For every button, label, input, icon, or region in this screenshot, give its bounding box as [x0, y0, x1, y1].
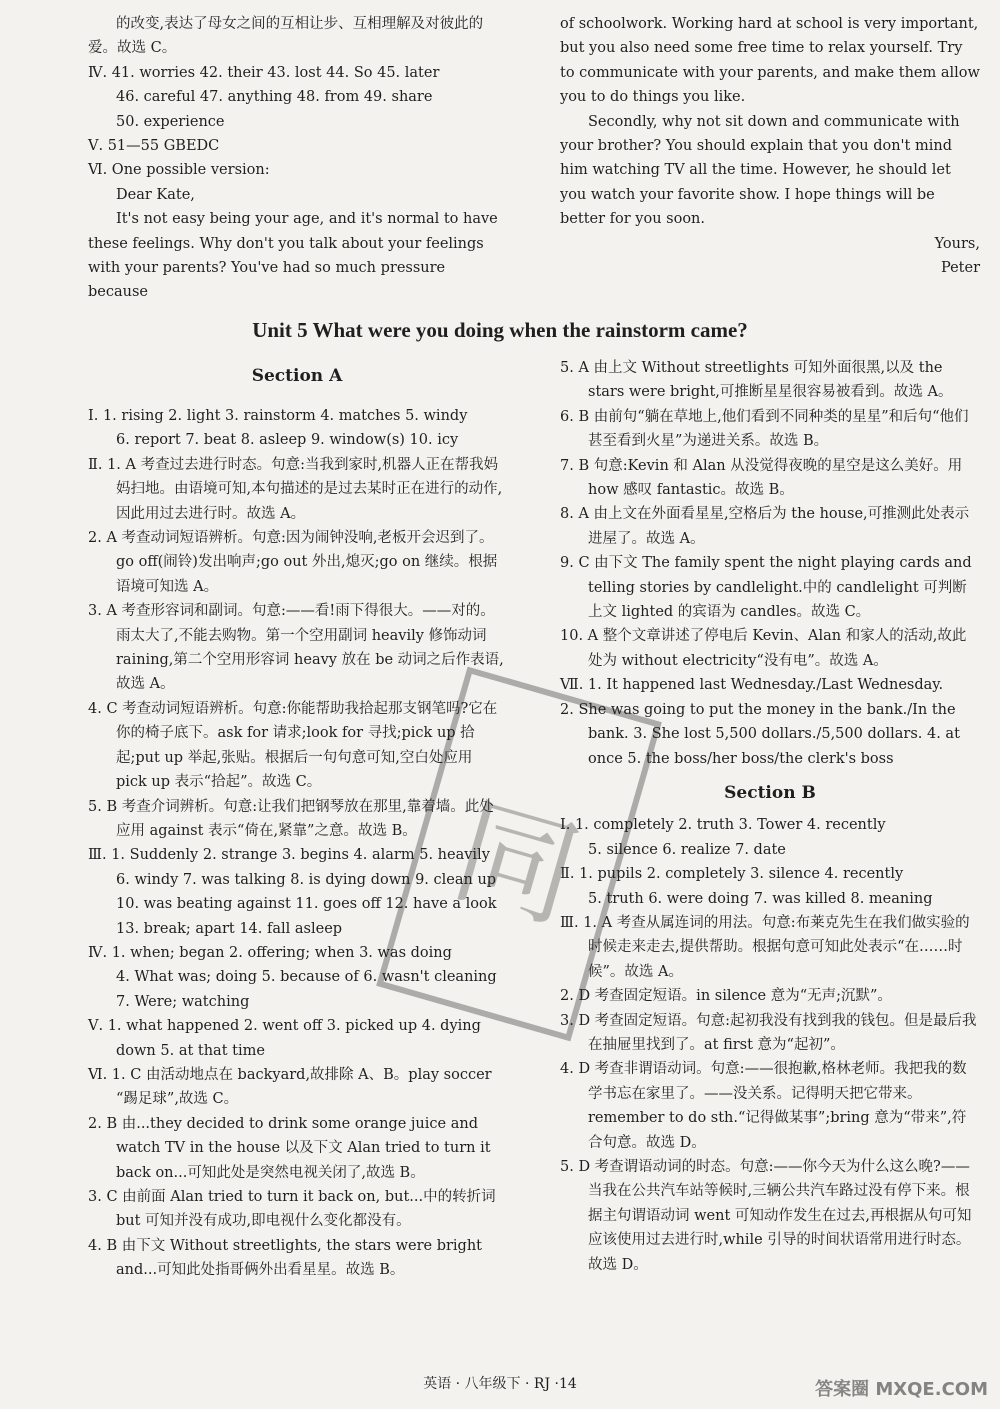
answer-line: Ⅵ. 1. C 由活动地点在 backyard,故排除 A、B。play soccer “踢足球”,故选 C。: [88, 1066, 492, 1108]
answer-line: 10. was beating against 11. goes off 12. have a look: [116, 896, 497, 913]
answer-line: 7. Were; watching: [116, 993, 250, 1010]
answer-line: Ⅲ. 1. Suddenly 2. strange 3. begins 4. alarm 5. heavily: [88, 847, 490, 864]
unit-title: Unit 5 What were you doing when the rainstorm came?: [252, 318, 748, 342]
answer-line: Ⅰ. 1. rising 2. light 3. rainstorm 4. matches 5. windy: [88, 408, 468, 424]
answer-line: 10. A 整个文章讲述了停电后 Kevin、Alan 和家人的活动,故此处为 without electricity“没有电”。故选 A。: [560, 628, 967, 669]
stamp-text: 同: [439, 780, 593, 948]
answer-line: 5. truth 6. were doing 7. was killed 8. meaning: [588, 890, 933, 907]
answer-line: 5. A 由上文 Without streetlights 可知外面很黑,以及 the stars were bright,可推断星星很容易被看到。故选 A。: [560, 360, 953, 401]
watermark: 答案圈 MXQE.COM: [815, 1379, 988, 1400]
answer-line: 9. C 由下文 The family spent the night playing cards and telling stories by candlelight.中的 candlelight 可判断上文 lighted 的宾语为 candles。故选 C。: [560, 555, 972, 621]
answer-line: Secondly, why not sit down and communicate with your brother? You should explain that you don't mind him watching TV all the time. However, he should let you watch your favorite show. I hope things will be better for you soon.: [560, 113, 960, 228]
answer-line: 4. C 考查动词短语辨析。句意:你能帮助我拾起那支钢笔吗?它在你的椅子底下。ask for 请求;look for 寻找;pick up 拾起;put up 举起,张贴。根据后一句句意可知,空白处应用 pick up 表示“拾起”。故选 C。: [88, 700, 498, 791]
answer-line: 7. B 句意:Kevin 和 Alan 从没觉得夜晚的星空是这么美好。用 how 感叹 fantastic。故选 B。: [560, 457, 963, 499]
answer-line: 2. A 考查动词短语辨析。句意:因为闹钟没响,老板开会迟到了。go off(闹铃)发出响声;go out 外出,熄灭;go on 继续。根据语境可知选 A。: [88, 530, 498, 595]
answer-line: Ⅶ. 1. It happened last Wednesday./Last Wednesday.: [560, 677, 944, 694]
answer-line: 5. D 考查谓语动词的时态。句意:——你今天为什么这么晚?——当我在公共汽车站等候时,三辆公共汽车路过没有停下来。根据主句谓语动词 went 可知动作发生在过去,再根据从句可知应该使用过去进行时,while 引导的时间状语常用进行时态。故选 D。: [560, 1159, 972, 1273]
answer-line: It's not easy being your age, and it's normal to have these feelings. Why don't you talk about your feelings with your parents? You've had so much pressure because: [88, 211, 498, 301]
answer-line: of schoolwork. Working hard at school is very important, but you also need some free time to relax yourself. Try to communicate with your parents, and make them allow you to do things you like.: [560, 16, 980, 106]
answer-line: Ⅱ. 1. A 考查过去进行时态。句意:当我到家时,机器人正在帮我妈妈扫地。由语境可知,本句描述的是过去某时正在进行的动作,因此用过去进行时。故选 A。: [88, 456, 503, 522]
answer-line: Ⅲ. 1. A 考查从属连词的用法。句意:布莱克先生在我们做实验的时候走来走去,提供帮助。根据句意可知此处表示“在……时候”。故选 A。: [560, 914, 970, 980]
answer-line: Ⅱ. 1. pupils 2. completely 3. silence 4. recently: [560, 866, 904, 883]
right-top-column: [560, 12, 980, 280]
answer-line: 6. windy 7. was talking 8. is dying down 9. clean up: [116, 871, 497, 888]
answer-line: 2. She was going to put the money in the bank./In the bank. 3. She lost 5,500 dollars./5,500 dollars. 4. at once 5. the boss/her boss/the clerk's boss: [560, 701, 960, 767]
answer-line: 13. break; apart 14. fall asleep: [116, 920, 343, 937]
answer-line: Yours,: [934, 235, 980, 252]
answer-line: Peter: [940, 260, 980, 277]
answer-line: Ⅳ. 1. when; began 2. offering; when 3. was doing: [88, 944, 452, 961]
answer-line: Dear Kate,: [116, 186, 195, 203]
answer-line: 3. A 考查形容词和副词。句意:——看!雨下得很大。——对的。雨太大了,不能去购物。第一个空用副词 heavily 修饰动词 raining,第二个空用形容词 heavy 放在 be 动词之后作表语,故选 A。: [88, 603, 504, 693]
answer-line: 4. What was; doing 5. because of 6. wasn't cleaning: [116, 969, 497, 986]
left-top-column: [88, 12, 506, 305]
answer-line: Ⅴ. 1. what happened 2. went off 3. picked up 4. dying down 5. at that time: [88, 1018, 481, 1059]
answer-line: Ⅴ. 51—55 GBEDC: [88, 138, 220, 155]
answer-line: 6. B 由前句“躺在草地上,他们看到不同种类的星星”和后句“他们甚至看到火星”为递进关系。故选 B。: [560, 408, 969, 450]
answer-line: 5. B 考查介词辨析。句意:让我们把钢琴放在那里,靠着墙。此处应用 against 表示“倚在,紧靠”之意。故选 B。: [88, 798, 494, 839]
answer-line: 2. B 由...they decided to drink some orange juice and watch TV in the house 以及下文 Alan tried to turn it back on...可知此处是突然电视关闭了,故选 B。: [88, 1115, 491, 1181]
answer-line: 4. B 由下文 Without streetlights, the stars were bright and...可知此处指哥俩外出看星星。故选 B。: [88, 1237, 483, 1279]
answer-line: 46. careful 47. anything 48. from 49. share: [116, 89, 433, 106]
answer-line: 2. D 考查固定短语。in silence 意为“无声;沉默”。: [560, 988, 892, 1005]
section-b-heading: Section B: [724, 782, 816, 803]
answer-line: 50. experience: [116, 113, 225, 130]
answer-line: 6. report 7. beat 8. asleep 9. window(s) 10. icy: [116, 432, 459, 449]
answer-line: 5. silence 6. realize 7. date: [588, 841, 786, 858]
page-footer: 英语 · 八年级下 · RJ ·14: [423, 1376, 577, 1392]
answer-line: Ⅳ. 41. worries 42. their 43. lost 44. So 45. later: [88, 64, 440, 81]
section-a-heading: Section A: [251, 366, 343, 386]
answer-line: Ⅰ. 1. completely 2. truth 3. Tower 4. recently: [560, 817, 886, 834]
answer-line: 的改变,表达了母女之间的互相让步、互相理解及对彼此的爱。故选 C。: [88, 16, 484, 57]
answer-line: 4. D 考查非谓语动词。句意:——很抱歉,格林老师。我把我的数学书忘在家里了。——没关系。记得明天把它带来。remember to do sth.“记得做某事”;bring 意为“带来”,符合句意。故选 D。: [560, 1061, 967, 1151]
answer-line: 8. A 由上文在外面看星星,空格后为 the house,可推测此处表示进屋了。故选 A。: [560, 506, 970, 547]
answer-line: Ⅵ. One possible version:: [88, 162, 270, 179]
answer-line: 3. D 考查固定短语。句意:起初我没有找到我的钱包。但是最后我在抽屉里找到了。at first 意为“起初”。: [560, 1012, 977, 1053]
answer-line: 3. C 由前面 Alan tried to turn it back on, but...中的转折词 but 可知并没有成功,即电视什么变化都没有。: [88, 1189, 496, 1230]
